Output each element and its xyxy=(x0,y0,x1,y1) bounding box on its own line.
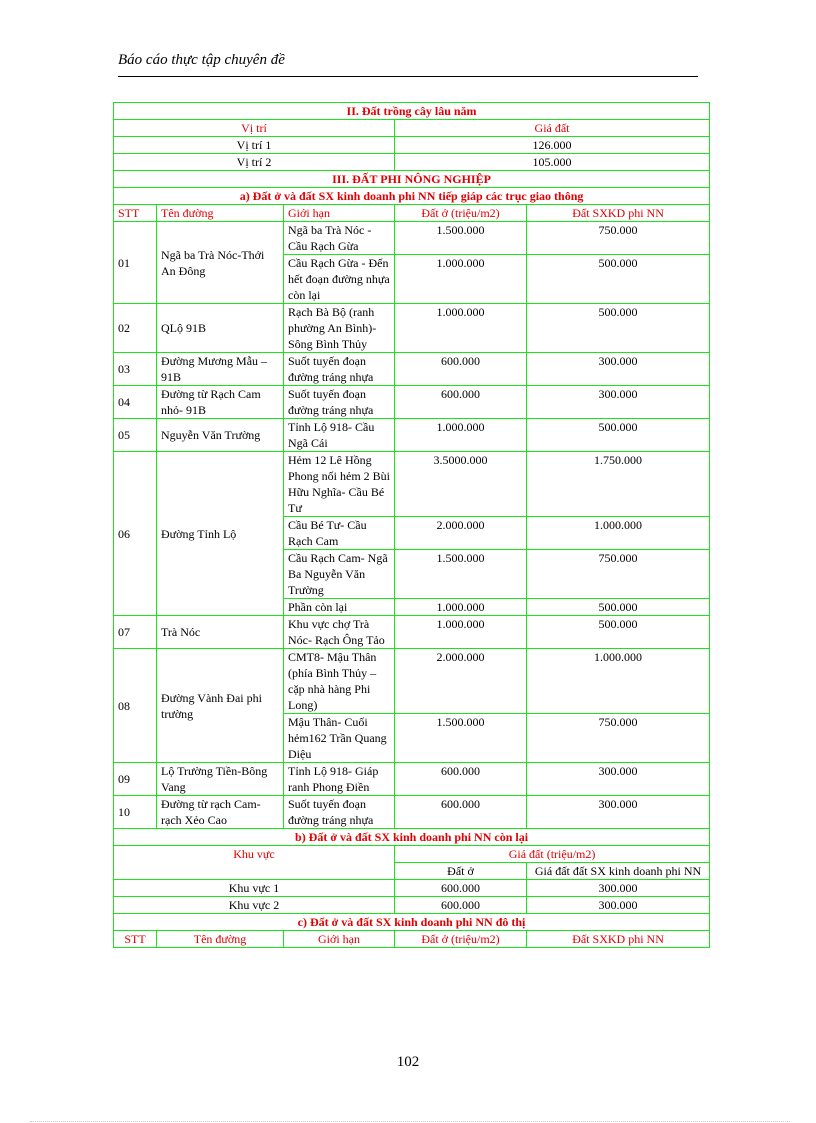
road-business-price: 300.000 xyxy=(527,353,710,386)
section2-price: 126.000 xyxy=(395,137,710,154)
road-stt: 04 xyxy=(114,386,157,419)
road-land-price: 600.000 xyxy=(395,353,527,386)
b-land: 600.000 xyxy=(395,880,527,897)
road-land-price: 2.000.000 xyxy=(395,517,527,550)
col-header-limit: Giới hạn xyxy=(284,205,395,222)
road-land-price: 2.000.000 xyxy=(395,649,527,714)
road-land-price: 1.500.000 xyxy=(395,222,527,255)
section2-title: II. Đất trồng cây lâu năm xyxy=(114,103,710,120)
header-divider xyxy=(118,76,698,77)
b-header-business: Giá đất đất SX kinh doanh phi NN xyxy=(527,863,710,880)
road-limit: Tỉnh Lộ 918- Giáp ranh Phong Điền xyxy=(284,763,395,796)
road-business-price: 750.000 xyxy=(527,714,710,763)
c-header-stt: STT xyxy=(114,931,157,948)
c-header-road: Tên đường xyxy=(157,931,284,948)
c-header-land: Đất ở (triệu/m2) xyxy=(395,931,527,948)
section2-price: 105.000 xyxy=(395,154,710,171)
road-name: Trà Nóc xyxy=(157,616,284,649)
road-business-price: 500.000 xyxy=(527,255,710,304)
road-limit: Hẻm 12 Lê Hồng Phong nối hẻm 2 Bùi Hữu Nghĩa- Cầu Bé Tư xyxy=(284,452,395,517)
road-business-price: 750.000 xyxy=(527,222,710,255)
road-name: Đường từ rạch Cam-rạch Xẻo Cao xyxy=(157,796,284,829)
b-header-land: Đất ở xyxy=(395,863,527,880)
road-land-price: 1.000.000 xyxy=(395,599,527,616)
road-row xyxy=(114,353,710,386)
road-land-price: 600.000 xyxy=(395,796,527,829)
road-business-price: 1.750.000 xyxy=(527,452,710,517)
col-header-business: Đất SXKD phi NN xyxy=(527,205,710,222)
road-limit: Suốt tuyến đoạn đường tráng nhựa xyxy=(284,353,395,386)
section3c-header-row xyxy=(114,931,710,948)
road-name: Ngã ba Trà Nóc-Thới An Đông xyxy=(157,222,284,304)
road-name: Lộ Trường Tiền-Bông Vang xyxy=(157,763,284,796)
b-business: 300.000 xyxy=(527,897,710,914)
road-row xyxy=(114,796,710,829)
col-header-land: Đất ở (triệu/m2) xyxy=(395,205,527,222)
road-business-price: 500.000 xyxy=(527,304,710,353)
road-business-price: 750.000 xyxy=(527,550,710,599)
road-limit: Tỉnh Lộ 918- Cầu Ngã Cái xyxy=(284,419,395,452)
b-header-price: Giá đất (triệu/m2) xyxy=(395,846,710,863)
road-row xyxy=(114,649,710,714)
road-land-price: 1.000.000 xyxy=(395,616,527,649)
road-land-price: 1.000.000 xyxy=(395,419,527,452)
road-limit: Cầu Rạch Gừa - Đến hết đoạn đường nhựa còn lại xyxy=(284,255,395,304)
c-header-limit: Giới hạn xyxy=(284,931,395,948)
road-name: Đường Vành Đai phi trường xyxy=(157,649,284,763)
b-business: 300.000 xyxy=(527,880,710,897)
section2-col-position: Vị trí xyxy=(114,120,395,137)
road-business-price: 300.000 xyxy=(527,763,710,796)
road-name: Đường từ Rạch Cam nhỏ- 91B xyxy=(157,386,284,419)
road-land-price: 600.000 xyxy=(395,763,527,796)
road-stt: 05 xyxy=(114,419,157,452)
col-header-road: Tên đường xyxy=(157,205,284,222)
road-row xyxy=(114,616,710,649)
road-business-price: 1.000.000 xyxy=(527,517,710,550)
b-row xyxy=(114,897,710,914)
road-name: Nguyễn Văn Trường xyxy=(157,419,284,452)
section2-position: Vị trí 1 xyxy=(114,137,395,154)
section2-position: Vị trí 2 xyxy=(114,154,395,171)
road-land-price: 1.000.000 xyxy=(395,304,527,353)
road-business-price: 1.000.000 xyxy=(527,649,710,714)
report-header-title: Báo cáo thực tập chuyên đề xyxy=(118,52,285,68)
road-row xyxy=(114,386,710,419)
section2-row xyxy=(114,137,710,154)
road-limit: Ngã ba Trà Nóc - Cầu Rạch Gừa xyxy=(284,222,395,255)
road-name: QLộ 91B xyxy=(157,304,284,353)
road-row xyxy=(114,304,710,353)
road-row xyxy=(114,763,710,796)
b-header-area: Khu vực xyxy=(114,846,395,880)
road-stt: 02 xyxy=(114,304,157,353)
road-business-price: 500.000 xyxy=(527,419,710,452)
b-area: Khu vực 2 xyxy=(114,897,395,914)
road-stt: 10 xyxy=(114,796,157,829)
road-row xyxy=(114,452,710,517)
road-limit: CMT8- Mậu Thân (phía Bình Thủy – cặp nhà hàng Phi Long) xyxy=(284,649,395,714)
section2-body xyxy=(114,103,710,222)
road-land-price: 3.5000.000 xyxy=(395,452,527,517)
road-stt: 09 xyxy=(114,763,157,796)
road-stt: 01 xyxy=(114,222,157,304)
section3-title: III. ĐẤT PHI NÔNG NGHIỆP xyxy=(114,171,710,188)
road-business-price: 500.000 xyxy=(527,599,710,616)
road-business-price: 300.000 xyxy=(527,386,710,419)
road-land-price: 1.500.000 xyxy=(395,714,527,763)
section3b-body xyxy=(114,829,710,948)
road-land-price: 1.500.000 xyxy=(395,550,527,599)
page-bottom-divider xyxy=(30,1121,790,1122)
road-row xyxy=(114,222,710,255)
b-row xyxy=(114,880,710,897)
road-business-price: 500.000 xyxy=(527,616,710,649)
road-limit: Rạch Bà Bộ (ranh phường An Bình)- Sông Bình Thủy xyxy=(284,304,395,353)
road-limit: Mậu Thân- Cuối hẻm162 Trần Quang Diệu xyxy=(284,714,395,763)
section3a-header-row xyxy=(114,205,710,222)
road-stt: 06 xyxy=(114,452,157,616)
road-land-price: 600.000 xyxy=(395,386,527,419)
section3b-title: b) Đất ở và đất SX kinh doanh phi NN còn lại xyxy=(114,829,710,846)
c-header-business: Đất SXKD phi NN xyxy=(527,931,710,948)
road-limit: Suốt tuyến đoạn đường tráng nhựa xyxy=(284,796,395,829)
road-land-price: 1.000.000 xyxy=(395,255,527,304)
col-header-stt: STT xyxy=(114,205,157,222)
road-limit: Khu vực chợ Trà Nóc- Rạch Ông Tảo xyxy=(284,616,395,649)
land-price-table xyxy=(113,102,710,948)
road-limit: Suốt tuyến đoạn đường tráng nhựa xyxy=(284,386,395,419)
road-stt: 08 xyxy=(114,649,157,763)
section3a-roads xyxy=(114,222,710,829)
road-stt: 03 xyxy=(114,353,157,386)
road-limit: Phần còn lại xyxy=(284,599,395,616)
section3c-title: c) Đất ở và đất SX kinh doanh phi NN đô thị xyxy=(114,914,710,931)
road-limit: Cầu Bé Tư- Cầu Rạch Cam xyxy=(284,517,395,550)
page-number: 102 xyxy=(396,1054,420,1070)
section3a-title: a) Đất ở và đất SX kinh doanh phi NN tiếp giáp các trục giao thông xyxy=(114,188,710,205)
road-stt: 07 xyxy=(114,616,157,649)
section2-col-price: Giá đất xyxy=(395,120,710,137)
road-business-price: 300.000 xyxy=(527,796,710,829)
b-land: 600.000 xyxy=(395,897,527,914)
road-name: Đường Mương Mẫu – 91B xyxy=(157,353,284,386)
road-row xyxy=(114,419,710,452)
section2-row xyxy=(114,154,710,171)
road-limit: Cầu Rạch Cam- Ngã Ba Nguyễn Văn Trường xyxy=(284,550,395,599)
road-name: Đường Tỉnh Lộ xyxy=(157,452,284,616)
b-area: Khu vực 1 xyxy=(114,880,395,897)
